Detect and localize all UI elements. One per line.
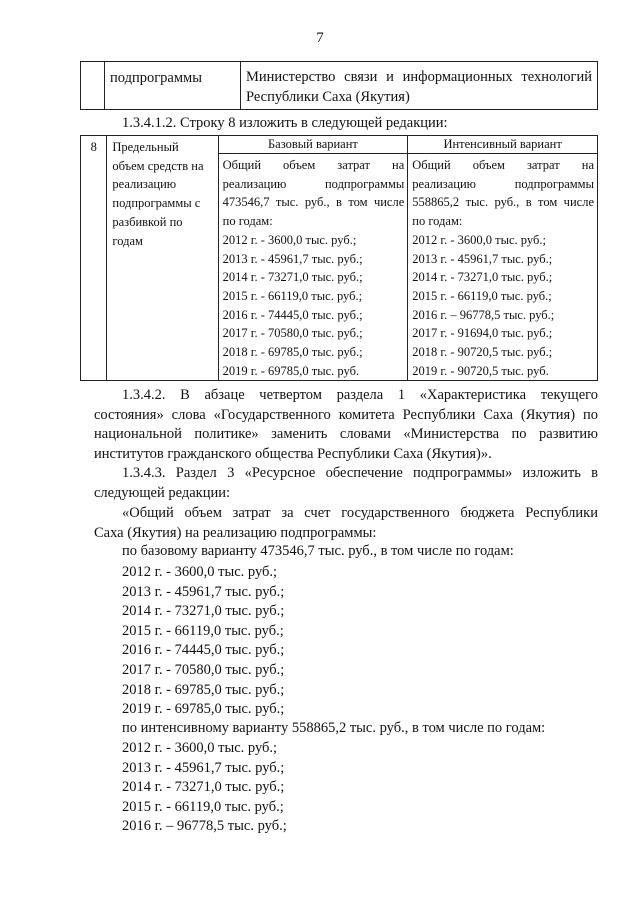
basic-year: 2017 г. - 70580,0 тыс. руб.; [222, 326, 363, 341]
para-line: Саха (Якутия) на реализацию подпрограммы: [94, 524, 377, 541]
intensive-year: 2013 г. - 45961,7 тыс. руб.; [412, 251, 553, 266]
page-number: 7 [316, 30, 324, 46]
label-line: объем средств на [112, 158, 204, 173]
list-item: 2013 г. - 45961,7 тыс. руб.; [122, 759, 285, 776]
para-line: состояния» слова «Государственного комитета Республики Саха (Якутия) по [94, 406, 598, 423]
para-line: 1.3.4.2. В абзаце четвертом раздела 1 «Характеристика текущего [122, 387, 598, 403]
intensive-intro-line: по годам: [412, 214, 463, 229]
para-line: следующей редакции: [94, 484, 231, 501]
basic-intro-line: Общий объем затрат на [222, 158, 405, 172]
list-item: 2012 г. - 3600,0 тыс. руб.; [122, 564, 278, 580]
intensive-intro-line: Общий объем затрат на [412, 158, 594, 172]
intensive-intro-line: реализацию подпрограммы [412, 176, 594, 191]
para-line: 1.3.4.3. Раздел 3 «Ресурсное обеспечение подпрограммы» изложить в [122, 465, 598, 481]
basic-values [218, 154, 408, 381]
table-cell-empty [81, 62, 105, 110]
intensive-years-list [122, 739, 287, 837]
list-item: 2019 г. - 69785,0 тыс. руб.; [122, 701, 285, 718]
basic-year: 2015 г. - 66119,0 тыс. руб.; [222, 288, 363, 303]
label-line: разбивкой по [112, 214, 183, 229]
basic-year: 2013 г. - 45961,7 тыс. руб.; [222, 251, 363, 266]
paragraph-1-3-4-3 [94, 464, 598, 503]
label-line: Предельный [112, 140, 179, 154]
funding-table [80, 135, 598, 381]
intensive-variant-intro: по интенсивному варианту 558865,2 тыс. руб., в том числе по годам: [122, 720, 546, 736]
header-intensive: Интенсивный вариант [408, 136, 598, 154]
row-number: 8 [81, 136, 107, 381]
label-line: годам [112, 233, 143, 248]
ministry-line-2: Республики Саха (Якутия) [246, 89, 410, 105]
paragraph-total [94, 504, 598, 543]
list-item: 2016 г. - 74445,0 тыс. руб.; [122, 642, 285, 659]
row-label [107, 136, 218, 381]
basic-intro-line: реализацию подпрограммы [222, 176, 405, 191]
list-item: 2017 г. - 70580,0 тыс. руб.; [122, 661, 285, 678]
basic-year: 2012 г. - 3600,0 тыс. руб.; [222, 232, 357, 247]
intensive-year: 2017 г. - 91694,0 тыс. руб.; [412, 326, 553, 341]
basic-intro-line: 473546,7 тыс. руб., в том числе [222, 195, 405, 210]
label-line: реализацию [112, 177, 177, 192]
basic-variant-intro: по базовому варианту 473546,7 тыс. руб., в том числе по годам: [122, 543, 514, 559]
intensive-year: 2014 г. - 73271,0 тыс. руб.; [412, 270, 553, 285]
list-item: 2014 г. - 73271,0 тыс. руб.; [122, 603, 285, 620]
intensive-year: 2019 г. - 90720,5 тыс. руб. [412, 363, 549, 378]
paragraph-1-3-4-2 [94, 386, 598, 464]
list-item: 2018 г. - 69785,0 тыс. руб.; [122, 681, 285, 698]
intensive-values [408, 154, 598, 381]
basic-intro-line: по годам: [222, 214, 273, 229]
basic-years-list [122, 563, 284, 720]
intensive-intro-line: 558865,2 тыс. руб., в том числе [412, 195, 594, 210]
list-item: 2015 г. - 66119,0 тыс. руб.; [122, 798, 284, 815]
list-item: 2015 г. - 66119,0 тыс. руб.; [122, 622, 284, 639]
item-1-3-4-1-2: 1.3.4.1.2. Строку 8 изложить в следующей редакции: [122, 115, 448, 131]
table-fragment-top [80, 61, 598, 110]
list-item: 2012 г. - 3600,0 тыс. руб.; [122, 740, 278, 756]
table-cell-ministry [241, 62, 598, 110]
list-item: 2014 г. - 73271,0 тыс. руб.; [122, 779, 285, 796]
table-cell-subprogram: подпрограммы [105, 62, 241, 110]
basic-year: 2018 г. - 69785,0 тыс. руб.; [222, 345, 363, 360]
basic-year: 2016 г. - 74445,0 тыс. руб.; [222, 307, 363, 322]
basic-year: 2019 г. - 69785,0 тыс. руб. [222, 363, 360, 378]
intensive-year: 2012 г. - 3600,0 тыс. руб.; [412, 232, 546, 247]
para-line: институтов гражданского общества Республики Саха (Якутия)». [94, 445, 492, 462]
label-line: подпрограммы с [112, 196, 201, 211]
intensive-year: 2015 г. - 66119,0 тыс. руб.; [412, 288, 552, 303]
header-basic: Базовый вариант [218, 136, 408, 154]
list-item: 2013 г. - 45961,7 тыс. руб.; [122, 583, 285, 600]
intensive-year: 2016 г. – 96778,5 тыс. руб.; [412, 307, 555, 322]
intensive-year: 2018 г. - 90720,5 тыс. руб.; [412, 345, 553, 360]
list-item: 2016 г. – 96778,5 тыс. руб.; [122, 818, 287, 835]
basic-year: 2014 г. - 73271,0 тыс. руб.; [222, 270, 363, 285]
ministry-line-1: Министерство связи и информационных технологий [246, 69, 592, 85]
para-line: «Общий объем затрат за счет государственного бюджета Республики [122, 505, 598, 521]
para-line: национальной политике» заменить словами «Министерства по развитию [94, 426, 598, 442]
